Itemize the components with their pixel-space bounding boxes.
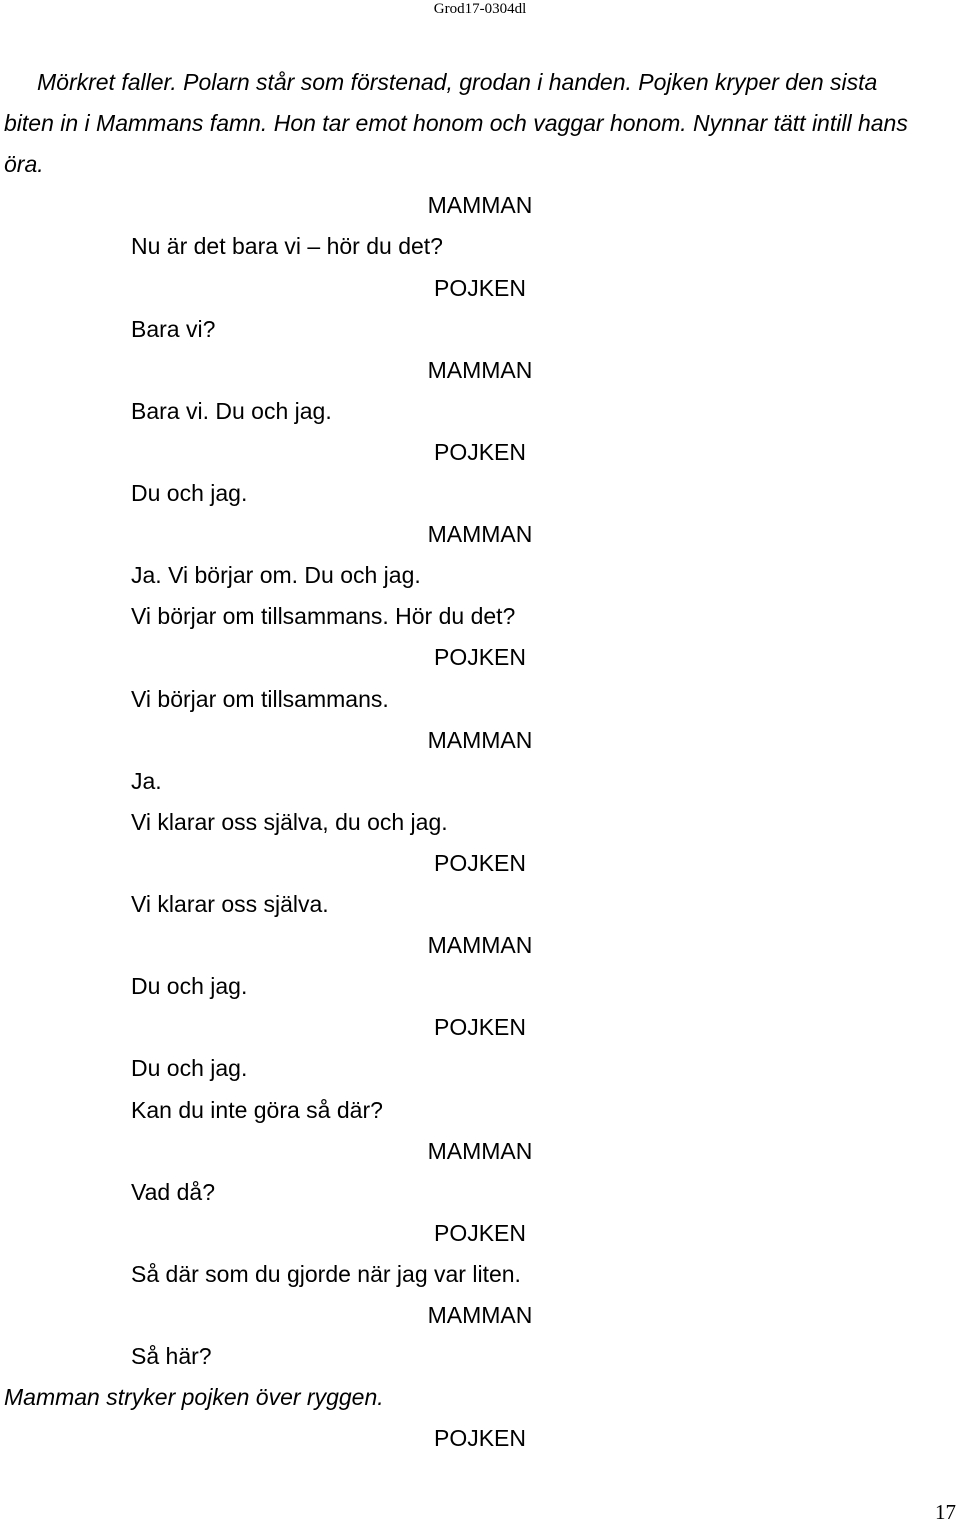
stage-direction: Mamman stryker pojken över ryggen. xyxy=(4,1384,384,1410)
dialogue-line: Du och jag. xyxy=(131,480,248,506)
page-header: Grod17-0304dl xyxy=(433,1,527,17)
speaker-name: MAMMAN xyxy=(427,192,533,218)
dialogue-line: Vi börjar om tillsammans. xyxy=(131,686,389,712)
speaker-name: POJKEN xyxy=(433,1220,527,1246)
speaker-name: MAMMAN xyxy=(427,1302,533,1328)
speaker-name: MAMMAN xyxy=(427,521,533,547)
dialogue-line: Ja. xyxy=(131,768,162,794)
dialogue-line: Vi klarar oss själva, du och jag. xyxy=(131,809,448,835)
dialogue-line: Vi klarar oss själva. xyxy=(131,891,329,917)
dialogue-line: Ja. Vi börjar om. Du och jag. xyxy=(131,562,421,588)
dialogue-line: Så här? xyxy=(131,1343,212,1369)
dialogue-line: Nu är det bara vi – hör du det? xyxy=(131,233,443,259)
speaker-name: POJKEN xyxy=(433,275,527,301)
dialogue-line: Så där som du gjorde när jag var liten. xyxy=(131,1261,521,1287)
page-number: 17 xyxy=(935,1500,956,1524)
speaker-name: POJKEN xyxy=(433,1014,527,1040)
stage-direction: biten in i Mammans famn. Hon tar emot honom och vaggar honom. Nynnar tätt intill hans xyxy=(4,110,908,136)
dialogue-line: Du och jag. xyxy=(131,973,248,999)
dialogue-line: Vi börjar om tillsammans. Hör du det? xyxy=(131,603,516,629)
stage-direction: Mörkret faller. Polarn står som förstenad, grodan i handen. Pojken kryper den sista xyxy=(37,69,878,95)
speaker-name: MAMMAN xyxy=(427,357,533,383)
dialogue-line: Du och jag. xyxy=(131,1055,248,1081)
speaker-name: POJKEN xyxy=(433,1425,527,1451)
speaker-name: POJKEN xyxy=(433,850,527,876)
dialogue-line: Bara vi? xyxy=(131,316,216,342)
dialogue-line: Bara vi. Du och jag. xyxy=(131,398,332,424)
stage-direction: öra. xyxy=(4,151,44,177)
speaker-name: POJKEN xyxy=(433,439,527,465)
speaker-name: MAMMAN xyxy=(427,727,533,753)
speaker-name: MAMMAN xyxy=(427,932,533,958)
speaker-name: POJKEN xyxy=(433,644,527,670)
dialogue-line: Kan du inte göra så där? xyxy=(131,1097,383,1123)
dialogue-line: Vad då? xyxy=(131,1179,215,1205)
speaker-name: MAMMAN xyxy=(427,1138,533,1164)
